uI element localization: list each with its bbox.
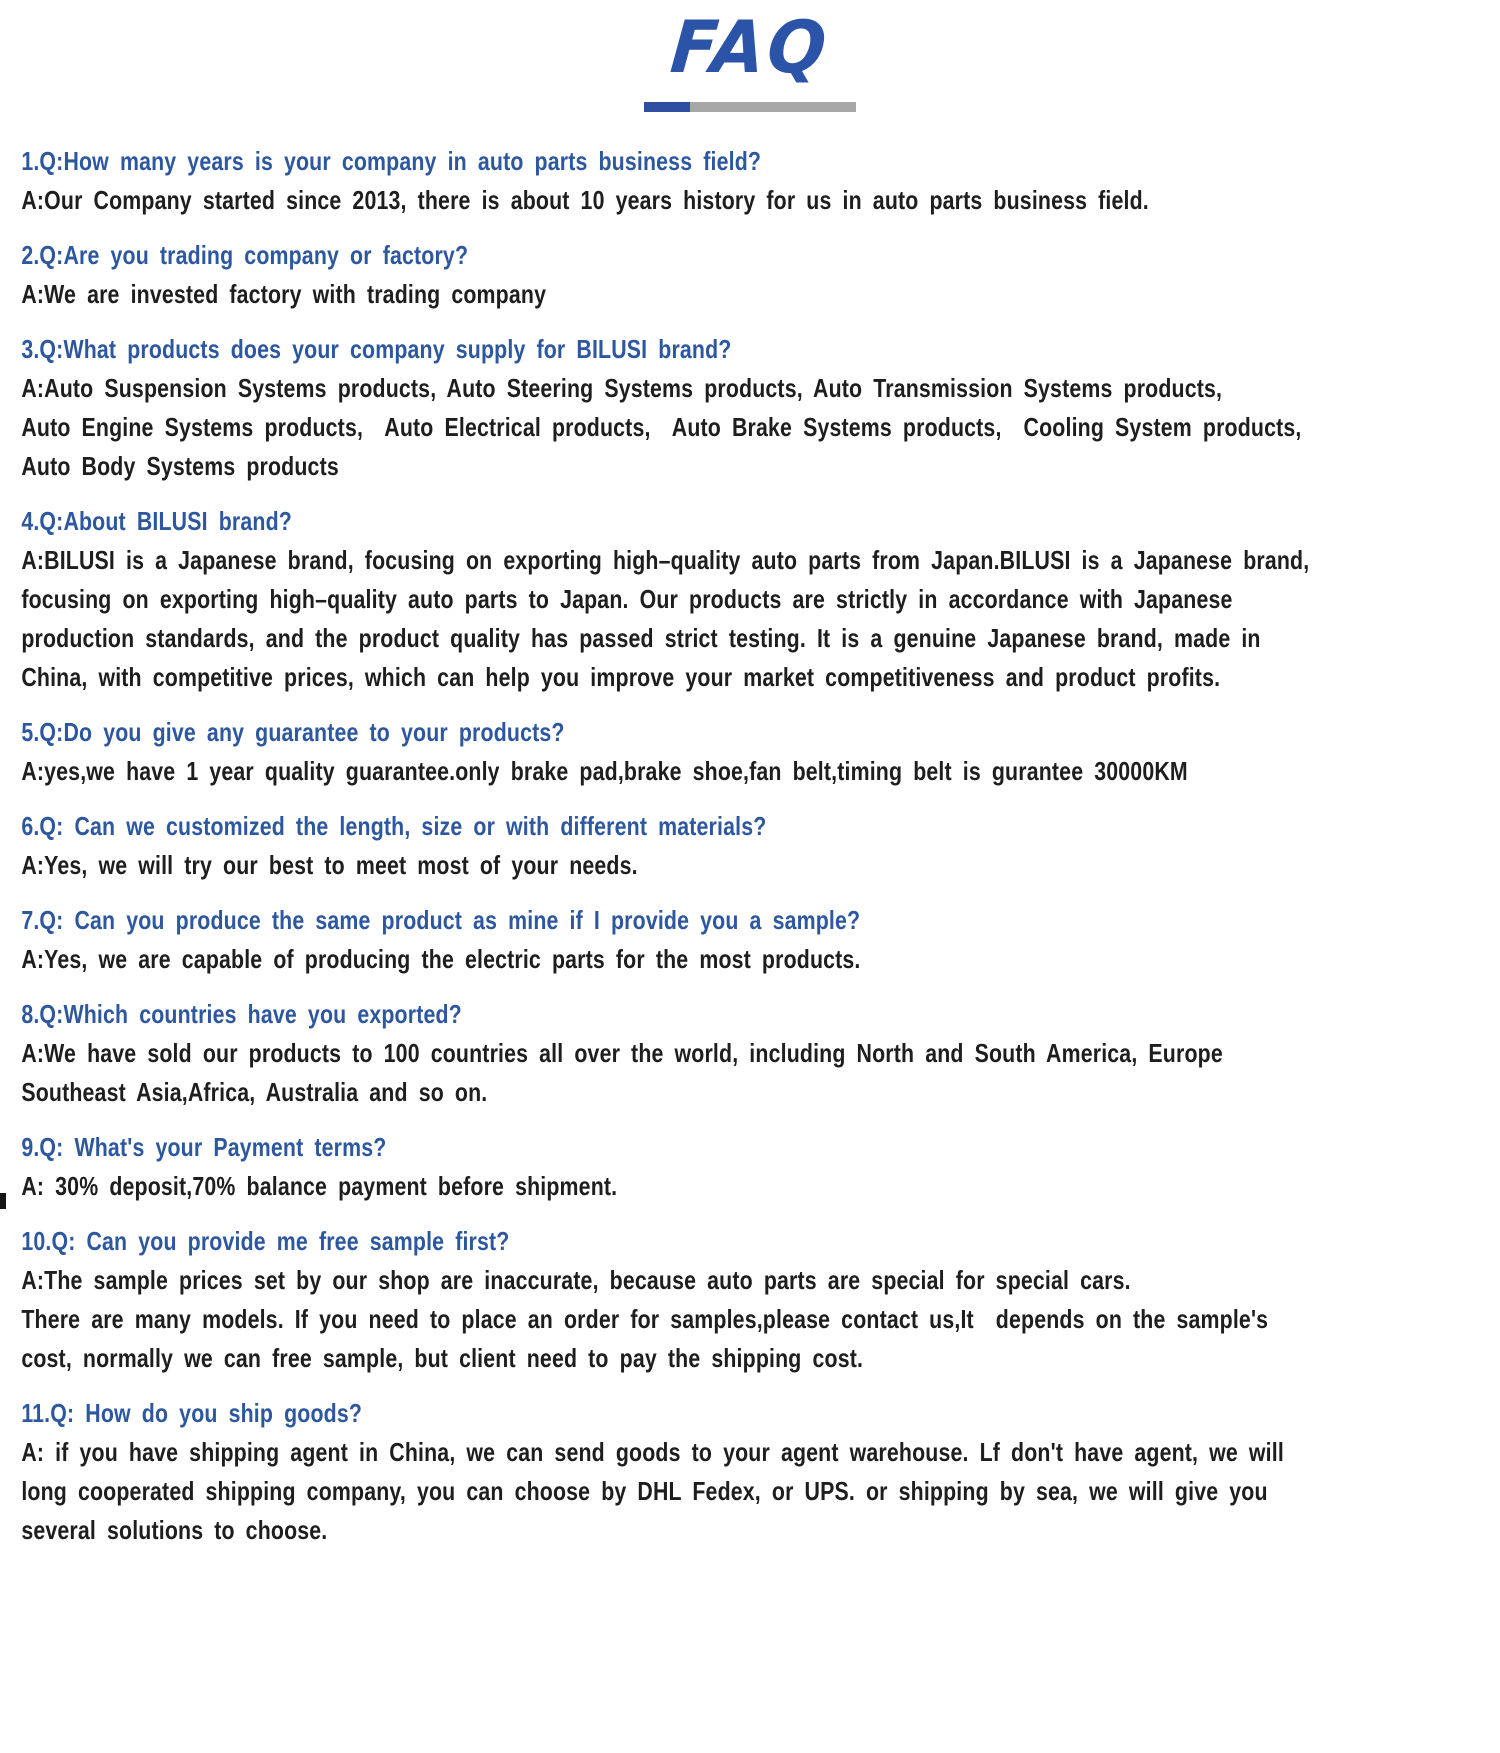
page-title: FAQ <box>667 5 833 89</box>
faq-item-10 <box>21 1222 1481 1378</box>
faq-header <box>0 0 1500 112</box>
answer-line: A: 30% deposit,70% balance payment before shipment. <box>21 1171 618 1201</box>
answer-line: A:Yes, we are capable of producing the electric parts for the most products. <box>21 944 861 974</box>
faq-item-6 <box>21 807 1481 885</box>
question-text: 7.Q: Can you produce the same product as mine if I provide you a sample? <box>21 905 861 935</box>
faq-list <box>0 142 1481 1550</box>
question-text: 1.Q:How many years is your company in auto parts business field? <box>21 146 762 176</box>
answer-line: There are many models. If you need to place an order for samples,please contact us,It depends on the sample's <box>21 1304 1269 1334</box>
answer-line: several solutions to choose. <box>21 1515 328 1545</box>
answer-line: A:Our Company started since 2013, there is about 10 years history for us in auto parts business field. <box>21 185 1149 215</box>
question-text: 6.Q: Can we customized the length, size or with different materials? <box>21 811 767 841</box>
faq-item-2 <box>21 236 1481 314</box>
question-text: 9.Q: What's your Payment terms? <box>21 1132 387 1162</box>
faq-item-4 <box>21 502 1481 697</box>
answer-line: A:Yes, we will try our best to meet most of your needs. <box>21 850 638 880</box>
answer-line: A:We have sold our products to 100 countries all over the world, including North and South America, Europe <box>21 1038 1223 1068</box>
answer-line: A:The sample prices set by our shop are inaccurate, because auto parts are special for special cars. <box>21 1265 1131 1295</box>
question-text: 2.Q:Are you trading company or factory? <box>21 240 469 270</box>
answer-line: A:Auto Suspension Systems products, Auto Steering Systems products, Auto Transmission Systems products, <box>21 373 1223 403</box>
question-text: 8.Q:Which countries have you exported? <box>21 999 462 1029</box>
faq-item-5 <box>21 713 1481 791</box>
question-text: 10.Q: Can you provide me free sample first? <box>21 1226 510 1256</box>
question-text: 11.Q: How do you ship goods? <box>21 1398 363 1428</box>
answer-line: A:yes,we have 1 year quality guarantee.only brake pad,brake shoe,fan belt,timing belt is gurantee 30000KM <box>21 756 1188 786</box>
answer-line: A:BILUSI is a Japanese brand, focusing on exporting high–quality auto parts from Japan.BILUSI is a Japanese brand, <box>21 545 1310 575</box>
title-divider <box>644 102 856 112</box>
answer-line: China, with competitive prices, which can help you improve your market competitiveness and product profits. <box>21 662 1221 692</box>
faq-item-8 <box>21 995 1481 1112</box>
answer-line: production standards, and the product quality has passed strict testing. It is a genuine Japanese brand, made in <box>21 623 1261 653</box>
question-text: 4.Q:About BILUSI brand? <box>21 506 292 536</box>
answer-line: cost, normally we can free sample, but client need to pay the shipping cost. <box>21 1343 864 1373</box>
faq-item-7 <box>21 901 1481 979</box>
answer-line: A: if you have shipping agent in China, we can send goods to your agent warehouse. Lf don't have agent, we will <box>21 1437 1284 1467</box>
divider-gray-segment <box>690 102 856 112</box>
answer-line: Auto Engine Systems products, Auto Electrical products, Auto Brake Systems products, Cooling System products, <box>21 412 1302 442</box>
faq-item-9 <box>21 1128 1481 1206</box>
faq-item-3 <box>21 330 1481 486</box>
faq-item-11 <box>21 1394 1481 1550</box>
answer-line: A:We are invested factory with trading company <box>21 279 547 309</box>
left-edge-artifact <box>0 1193 6 1209</box>
answer-line: long cooperated shipping company, you can choose by DHL Fedex, or UPS. or shipping by sea, we will give you <box>21 1476 1268 1506</box>
answer-line: Auto Body Systems products <box>21 451 339 481</box>
answer-line: focusing on exporting high–quality auto parts to Japan. Our products are strictly in accordance with Japanese <box>21 584 1233 614</box>
divider-blue-segment <box>644 102 690 112</box>
faq-item-1 <box>21 142 1481 220</box>
question-text: 3.Q:What products does your company supply for BILUSI brand? <box>21 334 732 364</box>
question-text: 5.Q:Do you give any guarantee to your products? <box>21 717 565 747</box>
answer-line: Southeast Asia,Africa, Australia and so on. <box>21 1077 488 1107</box>
